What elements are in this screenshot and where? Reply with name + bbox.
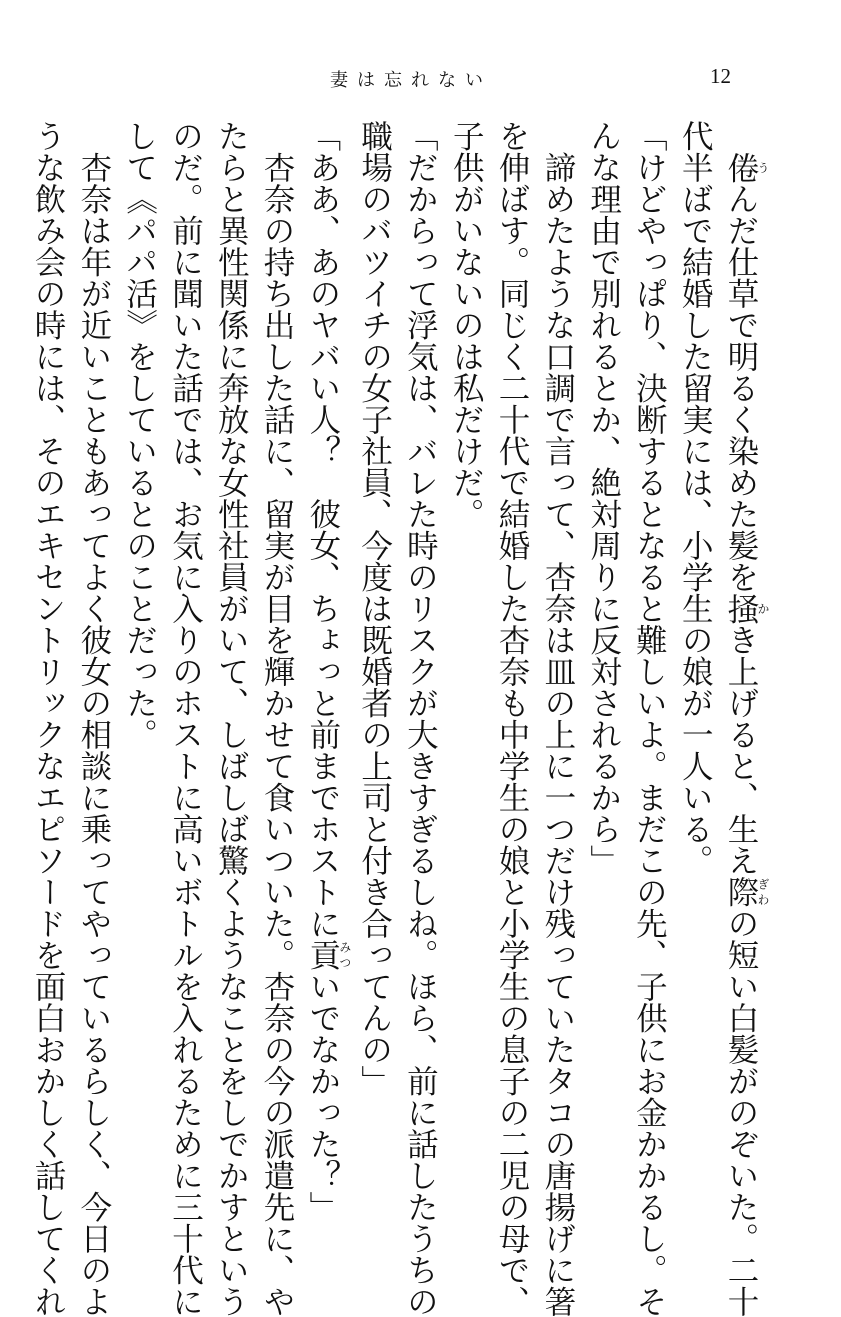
text-line xyxy=(626,120,672,1110)
text-segment: たらと異性関係に奔放な女性社員がいて、しばしば驚くようなことをしでかすという xyxy=(213,120,249,1317)
text-segment: んだ仕草で明るく染めた髪を xyxy=(723,183,759,593)
text-line xyxy=(534,120,580,1110)
text-segment: の短い白髪がのぞいた。二十 xyxy=(723,908,759,1317)
text-line xyxy=(671,120,717,1110)
text-line xyxy=(299,120,351,1110)
running-title: 妻は忘れない xyxy=(330,66,570,92)
text-line xyxy=(442,120,488,1110)
text-segment: して《パパ活》をしているとのことだった。 xyxy=(122,120,158,750)
ruby-annotation xyxy=(723,152,759,184)
text-line xyxy=(207,120,253,1110)
text-line xyxy=(717,120,769,1110)
ruby-reading: ぎわ xyxy=(756,876,770,908)
text-segment: 「けどやっぱり、決断するとなると難しいよ。まだこの先、子供にお金かかるし。そ xyxy=(631,120,667,1317)
text-segment: 「ああ、あのヤバい人？ 彼女、ちょっと前までホストに xyxy=(305,120,341,939)
text-segment: 子供がいないのは私だけだ。 xyxy=(448,120,484,530)
page-number: 12 xyxy=(710,64,770,89)
text-segment: 杏奈の持ち出した話に、留実が目を輝かせて食いついた。杏奈の今の派遣先に、や xyxy=(259,152,295,1317)
ruby-base: 際 xyxy=(723,876,759,908)
text-segment: を伸ばす。同じく二十代で結婚した杏奈も中学生の娘と小学生の息子の二児の母で、 xyxy=(494,120,530,1317)
text-segment: 諦めたような口調で言って、杏奈は皿の上に一つだけ残っていたタコの唐揚げに箸 xyxy=(540,152,576,1317)
ruby-annotation xyxy=(305,939,341,971)
ruby-reading: う xyxy=(756,152,770,184)
body-text xyxy=(69,120,769,1110)
text-line xyxy=(116,120,162,1110)
ruby-base: 倦 xyxy=(723,152,759,184)
text-line xyxy=(580,120,626,1110)
ruby-annotation xyxy=(723,593,759,625)
text-segment: 杏奈は年が近いこともあってよく彼女の相談に乗ってやっているらしく、今日のよ xyxy=(76,152,112,1317)
text-segment: 代半ばで結婚した留実には、小学生の娘が一人いる。 xyxy=(677,120,713,876)
ruby-annotation xyxy=(723,876,759,908)
ruby-base: 掻 xyxy=(723,593,759,625)
text-segment: き上げると、生え xyxy=(723,624,759,876)
text-segment: いでなかった？」 xyxy=(305,971,341,1223)
text-line xyxy=(162,120,208,1110)
text-line xyxy=(397,120,443,1110)
text-line xyxy=(351,120,397,1110)
text-segment: んな理由で別れるとか、絶対周りに反対されるから」 xyxy=(586,120,622,876)
text-line xyxy=(488,120,534,1110)
text-segment: 「だからって浮気は、バレた時のリスクが大きすぎるしね。ほら、前に話したうちの xyxy=(402,120,438,1317)
ruby-reading: みつ xyxy=(338,939,352,971)
text-line xyxy=(24,120,70,1110)
ruby-reading: か xyxy=(756,593,770,625)
text-segment: 職場のバツイチの女子社員、今度は既婚者の上司と付き合ってんの」 xyxy=(357,120,393,1097)
text-line xyxy=(253,120,299,1110)
text-segment: のだ。前に聞いた話では、お気に入りのホストに高いボトルを入れるために三十代に xyxy=(167,120,203,1317)
text-segment: うな飲み会の時には、そのエキセントリックなエピソードを面白おかしく話してくれ xyxy=(30,120,66,1317)
ruby-base: 貢 xyxy=(305,939,341,971)
text-line xyxy=(70,120,116,1110)
